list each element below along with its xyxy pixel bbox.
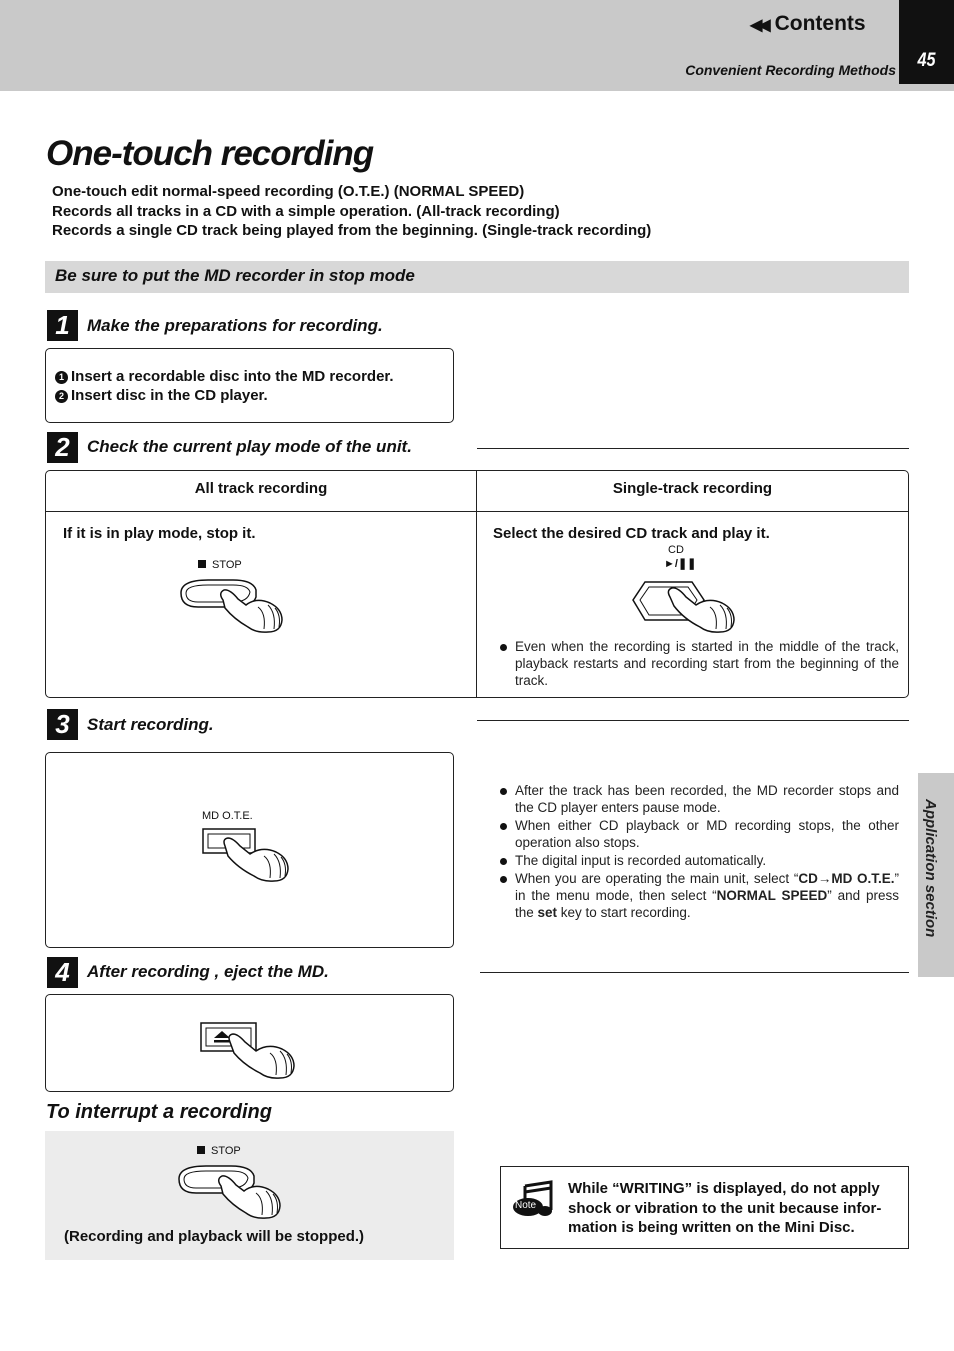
section-name: Convenient Recording Methods [685, 62, 896, 78]
notice-banner [45, 261, 909, 293]
step-number: 4 [47, 957, 78, 988]
text-run: key to start recording. [557, 905, 691, 920]
bullet-item [499, 870, 899, 921]
table-cell: Select the desired CD track and play it. [493, 525, 770, 542]
stop-label-text: STOP [212, 559, 242, 571]
text-run: ” in the menu mode, then select “ [515, 871, 899, 903]
interrupt-heading: To interrupt a recording [46, 1101, 272, 1123]
contents-label: Contents [774, 12, 866, 35]
divider [477, 720, 909, 721]
list-item [55, 386, 394, 405]
stop-button-press-icon[interactable] [178, 575, 288, 635]
list-item-text: Insert a recordable disc into the MD recorder. [71, 368, 394, 385]
step1-list [55, 367, 394, 405]
stop-label [198, 559, 242, 571]
intro-text [52, 182, 651, 241]
divider [477, 448, 909, 449]
bullet-item: When either CD playback or MD recording stops, the other operation also stops. [499, 817, 899, 851]
step-title: Check the current play mode of the unit. [87, 437, 412, 456]
cd-label: CD [668, 544, 684, 556]
bullet-item: Even when the recording is started in the middle of the track, playback restarts and recording start from the beginning of the track. [499, 638, 899, 689]
text-run-bold: NORMAL SPEED [716, 888, 828, 903]
step-title: Start recording. [87, 715, 214, 734]
text-run: ” and press the [515, 888, 899, 920]
page-title: One-touch recording [46, 134, 374, 173]
eject-button-press-icon[interactable] [198, 1020, 303, 1080]
step3-notes [499, 782, 899, 922]
cd-play-button-press-icon[interactable] [630, 575, 740, 635]
circled-number-icon: 1 [55, 371, 68, 384]
table-divider [476, 470, 477, 697]
stop-label [197, 1145, 241, 1157]
side-tab[interactable] [918, 773, 954, 977]
bullet-item: The digital input is recorded automatically. [499, 852, 899, 869]
step-number: 1 [47, 310, 78, 341]
stop-label-text: STOP [211, 1145, 241, 1157]
intro-line: One-touch edit normal-speed recording (O.T.E.) (NORMAL SPEED) [52, 183, 525, 200]
bullet-item: After the track has been recorded, the MD recorder stops and the CD player enters pause mode. [499, 782, 899, 816]
interrupt-caption: (Recording and playback will be stopped.) [64, 1228, 365, 1245]
side-tab-label: Application section [922, 799, 939, 938]
intro-line: Records all tracks in a CD with a simple operation. (All-track recording) [52, 202, 560, 220]
stop-square-icon [197, 1146, 205, 1154]
list-item [55, 367, 394, 386]
circled-number-icon: 2 [55, 390, 68, 403]
step-number: 3 [47, 709, 78, 740]
step-title: Make the preparations for recording. [87, 316, 383, 335]
md-ote-label: MD O.T.E. [202, 810, 253, 822]
stop-square-icon [198, 560, 206, 568]
table-divider [46, 511, 908, 512]
stop-button-press-icon[interactable] [176, 1161, 286, 1221]
step-number: 2 [47, 432, 78, 463]
list-item-text: Insert disc in the CD player. [71, 387, 268, 404]
text-run-bold: CD→MD O.T.E. [798, 871, 895, 886]
rewind-arrow-icon: ◀◀ [750, 17, 767, 34]
table-header: All track recording [194, 480, 328, 497]
play-pause-icon: ►/❚❚ [664, 558, 697, 570]
intro-line: Records a single CD track being played from the beginning. (Single-track recording) [52, 222, 652, 239]
divider [480, 972, 909, 973]
text-run: When you are operating the main unit, select “ [515, 871, 799, 886]
table-header: Single-track recording [612, 480, 773, 497]
md-ote-button-press-icon[interactable] [200, 826, 295, 886]
step-title: After recording , eject the MD. [87, 962, 329, 981]
text-run-bold: set [537, 905, 558, 920]
note-icon-label: Note [515, 1200, 537, 1211]
table-cell: If it is in play mode, stop it. [63, 525, 256, 542]
step2-note [499, 638, 899, 690]
contents-link[interactable] [750, 12, 866, 36]
note-text: While “WRITING” is displayed, do not apply shock or vibration to the unit because infor-mation is being written on the Mini Disc. [568, 1180, 882, 1236]
page-number: 45 [917, 50, 936, 71]
notice-text: Be sure to put the MD recorder in stop mode [55, 266, 415, 285]
